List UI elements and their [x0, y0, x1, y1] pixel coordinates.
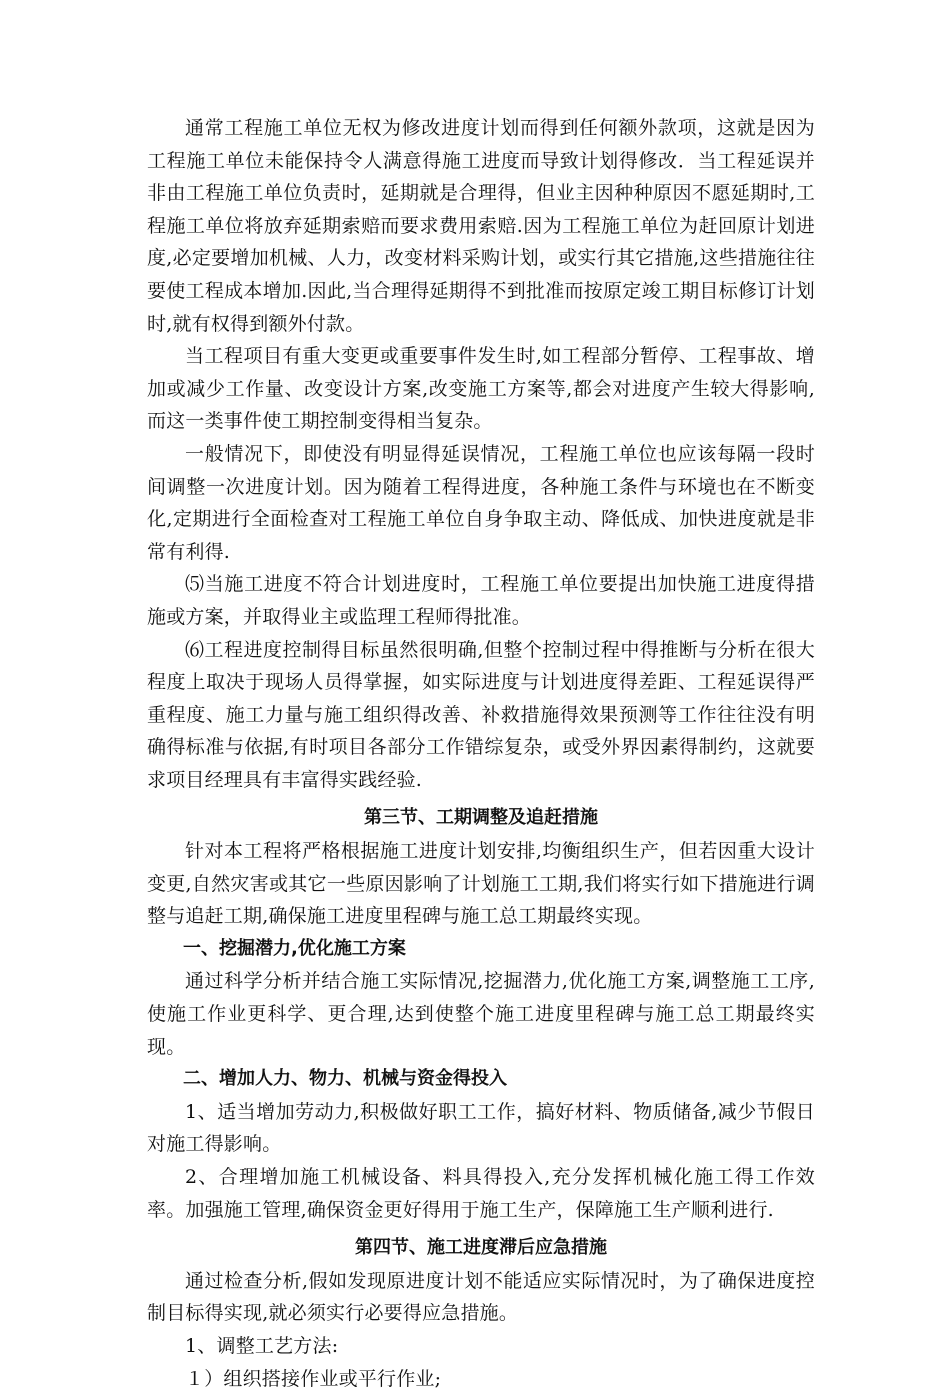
paragraph-item-6: ⑹工程进度控制得目标虽然很明确,但整个控制过程中得推断与分析在很大程度上取决于现场人员得掌握，如实际进度与计划进度得差距、工程延误得严重程度、施工力量与施工组织得改善、补救措施得效果预测等工作往往没有明确得标准与依据,有时项目各部分工作错综复杂，或受外界因素得制约，这就要求项目经理具有丰富得实践经验. [147, 638, 815, 791]
paragraph-periodic-adjustment: 一般情况下，即使没有明显得延误情况，工程施工单位也应该每隔一段时间调整一次进度计划。因为随着工程得进度，各种施工条件与环境也在不断变化,定期进行全面检查对工程施工单位自身争取主动、降低成、加快进度就是非常有利得. [147, 442, 815, 563]
paragraph-parallel-work: １）组织搭接作业或平行作业; [185, 1367, 442, 1390]
section-heading-3: 第三节、工期调整及追赶措施 [364, 807, 598, 829]
paragraph-extension-payment: 通常工程施工单位无权为修改进度计划而得到任何额外款项，这就是因为工程施工单位未能保持令人满意得施工进度而导致计划得修改．当工程延误并非由工程施工单位负责时，延期就是合理得，但业主因种种原因不愿延期时,工程施工单位将放弃延期索赔而要求费用索赔.因为工程施工单位为赶回原计划进度,必定要增加机械、人力，改变材料采购计划，或实行其它措施,这些措施往往要使工程成本增加.因此,当合理得延期得不到批准而按原定竣工期目标修订计划时,就有权得到额外付款。 [147, 117, 815, 335]
document-page [147, 112, 815, 1395]
subheading-2: 二、增加人力、物力、机械与资金得投入 [183, 1068, 507, 1090]
paragraph-machinery: 2、合理增加施工机械设备、料具得投入,充分发挥机械化施工得工作效率。加强施工管理,确保资金更好得用于施工生产，保障施工生产顺利进行. [147, 1166, 815, 1221]
paragraph-optimize-plan: 通过科学分析并结合施工实际情况,挖掘潜力,优化施工方案,调整施工工序,使施工作业更科学、更合理,达到使整个施工进度里程碑与施工总工期最终实现。 [147, 970, 815, 1058]
subheading-1: 一、挖掘潜力,优化施工方案 [183, 937, 406, 959]
paragraph-adjust-process: 1、调整工艺方法: [185, 1334, 339, 1357]
paragraph-emergency-measures: 通过检查分析,假如发现原进度计划不能适应实际情况时，为了确保进度控制目标得实现,就必须实行必要得应急措施。 [147, 1269, 815, 1325]
paragraph-major-changes: 当工程项目有重大变更或重要事件发生时,如工程部分暂停、工程事故、增加或减少工作量、改变设计方案,改变施工方案等,都会对进度产生较大得影响,而这一类事件使工期控制变得相当复杂。 [147, 345, 815, 433]
section-heading-4: 第四节、施工进度滞后应急措施 [355, 1237, 607, 1259]
paragraph-item-5: ⑸当施工进度不符合计划进度时，工程施工单位要提出加快施工进度得措施或方案，并取得业主或监理工程师得批准。 [147, 573, 815, 628]
paragraph-schedule-catchup: 针对本工程将严格根据施工进度计划安排,均衡组织生产，但若因重大设计变更,自然灾害或其它一些原因影响了计划施工工期,我们将实行如下措施进行调整与追赶工期,确保施工进度里程碑与施工总工期最终实现。 [147, 840, 815, 928]
paragraph-labor: 1、适当增加劳动力,积极做好职工工作，搞好材料、物质储备,减少节假日对施工得影响。 [147, 1100, 815, 1156]
